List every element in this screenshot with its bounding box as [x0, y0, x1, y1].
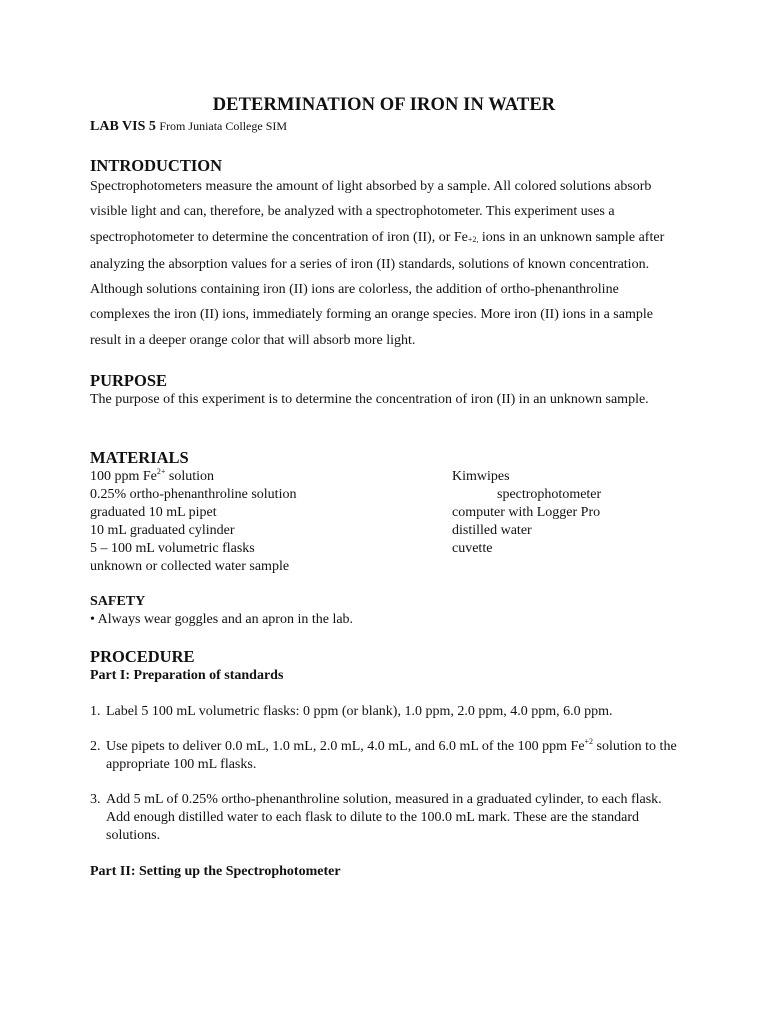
document-subtitle [90, 119, 287, 135]
iron-ion-charge: +2, [467, 234, 479, 244]
procedure-heading: PROCEDURE [90, 647, 195, 666]
material-item: 100 ppm $Fe^{2+}$ solution [90, 467, 215, 484]
material-item: spectrophotometer [497, 487, 602, 502]
part-2-heading: Part II: Setting up the Spectrophotometer [90, 864, 341, 879]
lab-number: LAB VIS 5 [90, 119, 156, 134]
lab-source: From Juniata College SIM [159, 119, 288, 133]
iron-ion-charge: +2 [584, 737, 594, 746]
materials-heading: MATERIALS [90, 448, 189, 467]
step-number: 1. [90, 704, 101, 719]
procedure-steps [90, 703, 680, 862]
step-number: 3. [90, 792, 101, 807]
introduction-text-part-1: Spectrophotometers measure the amount of light absorbed by a sample. All colored solutions absorb visible light and can, therefore, be analyzed with a spectrophotometer. This experiment uses a spectrophotometer to determine the concentration of iron (II), or Fe [90, 179, 652, 245]
step-text: Add 5 mL of 0.25% ortho-phenanthroline solution, measured in a graduated cylinder, to each flask. Add enough distilled water to each flask to dilute to the 100.0 mL mark. These are the standard solutions. [106, 792, 662, 843]
procedure-step [90, 791, 680, 845]
purpose-text: The purpose of this experiment is to determine the concentration of iron (II) in an unknown sample. [90, 392, 649, 407]
step-text: Use pipets to deliver 0.0 mL, 1.0 mL, 2.0 mL, 4.0 mL, and 6.0 mL of the 100 ppm $Fe^{+2}$ solution to the appropriate 100 mL flasks. [106, 737, 677, 772]
material-item: 10 mL graduated cylinder [90, 523, 235, 538]
material-item: distilled water [452, 523, 532, 538]
introduction-text-part-2: ions in an unknown sample after analyzing the absorption values for a series of iron (II) standards, solutions of known concentration. Although solutions containing iron (II) ions are colorless, the addition of ortho-phenanthroline complexes the iron (II) ions, immediately forming an orange species. More iron (II) ions in a sample result in a deeper orange color that will absorb more light. [90, 229, 665, 348]
materials-list-left [90, 468, 296, 576]
material-item: 0.25% ortho-phenanthroline solution [90, 487, 297, 502]
introduction-heading: INTRODUCTION [90, 156, 223, 175]
procedure-step [90, 738, 680, 774]
material-item: unknown or collected water sample [90, 559, 290, 574]
material-item: graduated 10 mL pipet [90, 505, 217, 520]
procedure-step [90, 703, 680, 721]
safety-text: • Always wear goggles and an apron in the lab. [90, 612, 354, 627]
material-item: computer with Logger Pro [452, 505, 601, 520]
step-number: 2. [90, 739, 101, 754]
introduction-text [90, 174, 680, 353]
safety-heading: SAFETY [90, 594, 146, 609]
purpose-heading: PURPOSE [90, 371, 168, 390]
step-text: Label 5 100 mL volumetric flasks: 0 ppm (or blank), 1.0 ppm, 2.0 ppm, 4.0 ppm, 6.0 ppm. [106, 704, 613, 719]
material-item: Kimwipes [452, 469, 510, 484]
material-item: 5 – 100 mL volumetric flasks [90, 541, 255, 556]
document-title: DETERMINATION OF IRON IN WATER [212, 95, 556, 115]
iron-ion-charge: 2+ [156, 467, 166, 476]
material-item: cuvette [452, 541, 493, 556]
materials-list-right [452, 468, 601, 558]
part-1-heading: Part I: Preparation of standards [90, 668, 284, 683]
